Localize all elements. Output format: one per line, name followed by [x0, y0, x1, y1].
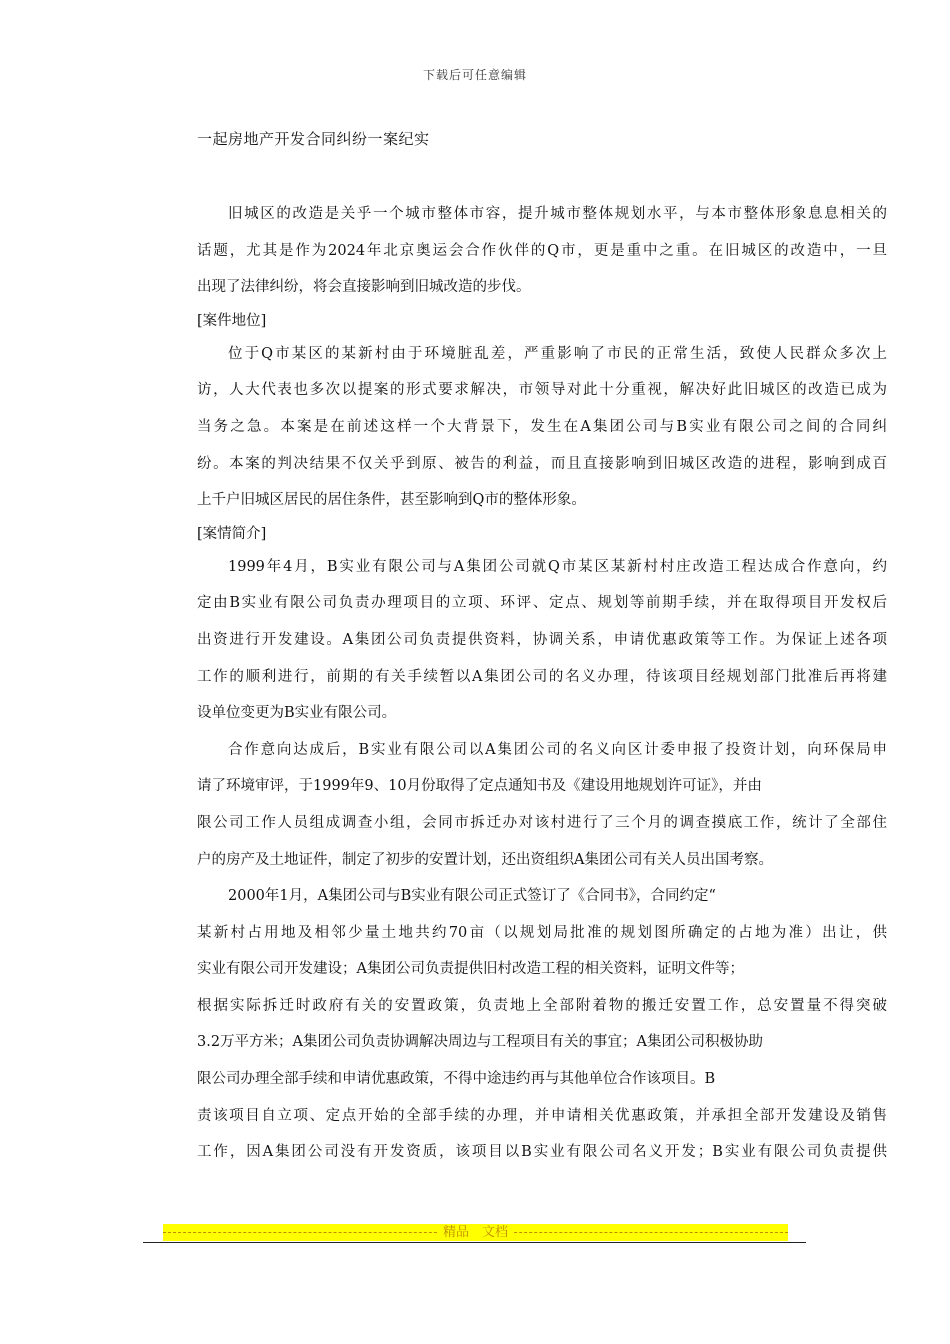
text-line: 3.2万平方米；A集团公司负责协调解决周边与工程项目有关的事宜；A集团公司积极协助 [197, 1034, 763, 1051]
text-line: 请了环境审评，于1999年9、10月份取得了定点通知书及《建设用地规划许可证》，并由 [197, 778, 762, 795]
text-line: 出资进行开发建设。A集团公司负责提供资料，协调关系，申请优惠政策等工作。为保证上述各项 [197, 631, 887, 648]
section-heading: [案件地位] [197, 312, 267, 329]
footer-rule [143, 1242, 806, 1243]
text-line: 某新村占用地及相邻少量土地共约70亩（以规划局批准的规划图所确定的占地为准）出让，供 [197, 924, 887, 941]
document-title: 一起房地产开发合同纠纷一案纪实 [197, 130, 430, 148]
text-line: 合作意向达成后，B实业有限公司以A集团公司的名义向区计委申报了投资计划，向环保局申 [228, 741, 887, 758]
section-heading: [案情简介] [197, 525, 267, 542]
footer-band [163, 1224, 788, 1241]
page-header: 下载后可任意编辑 [422, 68, 527, 82]
text-line: 2000年1月，A集团公司与B实业有限公司正式签订了《合同书》，合同约定“ [228, 888, 716, 905]
text-line: 出现了法律纠纷，将会直接影响到旧城改造的步伐。 [197, 279, 531, 296]
text-line: 设单位变更为B实业有限公司。 [197, 705, 397, 722]
text-line: 纷。本案的判决结果不仅关乎到原、被告的利益，而且直接影响到旧城区改造的进程，影响到成百 [197, 455, 887, 472]
text-line: 限公司办理全部手续和申请优惠政策，不得中途违约再与其他单位合作该项目。B [197, 1071, 716, 1088]
text-line: 根据实际拆迁时政府有关的安置政策，负责地上全部附着物的搬迁安置工作，总安置量不得突破 [197, 997, 887, 1014]
text-line: 当务之急。本案是在前述这样一个大背景下，发生在A集团公司与B实业有限公司之间的合同纠 [197, 418, 887, 435]
text-line: 访，人大代表也多次以提案的形式要求解决，市领导对此十分重视，解决好此旧城区的改造已成为 [197, 382, 887, 399]
text-line: 位于Q市某区的某新村由于环境脏乱差，严重影响了市民的正常生活，致使人民群众多次上 [228, 345, 887, 362]
text-line: 限公司工作人员组成调查小组，会同市拆迁办对该村进行了三个月的调查摸底工作，统计了全部住 [197, 814, 887, 831]
text-line: 户的房产及土地证件，制定了初步的安置计划，还出资组织A集团公司有关人员出国考察。 [197, 851, 773, 868]
text-line: 上千户旧城区居民的居住条件，甚至影响到Q市的整体形象。 [197, 492, 586, 509]
text-line: 工作，因A集团公司没有开发资质，该项目以B实业有限公司名义开发；B实业有限公司负责提供 [197, 1144, 887, 1161]
text-line: 定由B实业有限公司负责办理项目的立项、环评、定点、规划等前期手续，并在取得项目开发权后 [197, 595, 887, 612]
footer-label [163, 1224, 788, 1241]
text-line: 责该项目自立项、定点开始的全部手续的办理，并申请相关优惠政策，并承担全部开发建设及销售 [197, 1107, 887, 1124]
document-body [197, 196, 887, 1171]
text-line: 话题，尤其是作为2024年北京奥运会合作伙伴的Q市，更是重中之重。在旧城区的改造中，一旦 [197, 242, 887, 259]
text-line: 旧城区的改造是关乎一个城市整体市容，提升城市整体规划水平，与本市整体形象息息相关的 [228, 206, 887, 222]
text-line: 实业有限公司开发建设；A集团公司负责提供旧村改造工程的相关资料，证明文件等； [197, 961, 744, 978]
text-line: 1999年4月，B实业有限公司与A集团公司就Q市某区某新村村庄改造工程达成合作意向，约 [228, 558, 887, 575]
text-line: 工作的顺利进行，前期的有关手续暂以A集团公司的名义办理，待该项目经规划部门批准后再将建 [197, 668, 887, 685]
footer-text: 精品 文档 [439, 1225, 512, 1240]
